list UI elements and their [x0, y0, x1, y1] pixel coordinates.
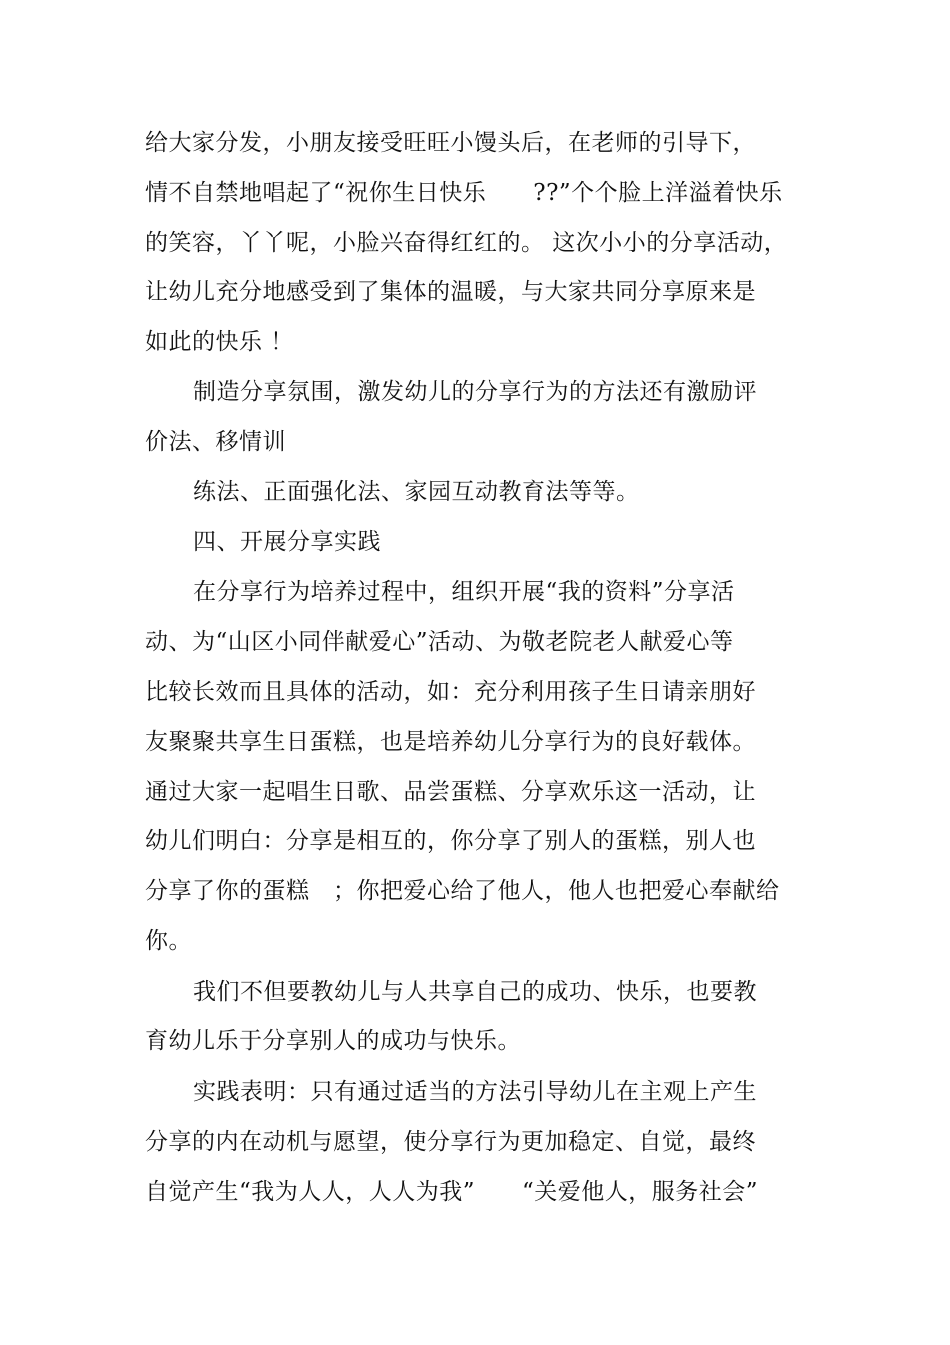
paragraph-start-line: 在分享行为培养过程中，组织开展“我的资料”分享活 — [193, 579, 735, 605]
text-line-5: 如此的快乐 ！ — [145, 329, 294, 355]
text-line-22: 自觉产生“我为人人，人人为我” “关爱他人，服务社会” — [145, 1179, 759, 1205]
text-line-1: 给大家分发，小朋友接受旺旺小馒头后，在老师的引导下， — [145, 130, 756, 156]
paragraph-start-line: 我们不但要教幼儿与人共享自己的成功、快乐，也要教 — [193, 979, 757, 1005]
paragraph-start-line: 制造分享氛围，激发幼儿的分享行为的方法还有激励评 — [193, 379, 757, 405]
text-line-17: 你。 — [145, 928, 192, 954]
text-line-7: 价法、移情训 — [145, 429, 286, 455]
text-line-21: 分享的内在动机与愿望，使分享行为更加稳定、自觉，最终 — [145, 1129, 756, 1155]
text-line-14: 通过大家一起唱生日歌、品尝蛋糕、分享欢乐这一活动，让 — [145, 779, 756, 805]
text-line-11: 动、为“山区小同伴献爱心”活动、为敬老院老人献爱心等 — [145, 629, 734, 655]
text-line-15: 幼儿们明白：分享是相互的，你分享了别人的蛋糕，别人也 — [145, 828, 756, 854]
text-line-4: 让幼儿充分地感受到了集体的温暖，与大家共同分享原来是 — [145, 279, 756, 305]
text-line-8: 练法、正面强化法、家园互动教育法等等。 — [193, 479, 640, 505]
text-line-19: 育幼儿乐于分享别人的成功与快乐。 — [145, 1028, 521, 1054]
text-line-13: 友聚聚共享生日蛋糕，也是培养幼儿分享行为的良好载体。 — [145, 729, 756, 755]
text-line-16: 分享了你的蛋糕 ；你把爱心给了他人，他人也把爱心奉献给 — [145, 878, 780, 904]
text-line-2: 情不自禁地唱起了“祝你生日快乐 ??”个个脸上洋溢着快乐 — [145, 180, 783, 206]
paragraph-start-line: 实践表明：只有通过适当的方法引导幼儿在主观上产生 — [193, 1079, 757, 1105]
text-line-12: 比较长效而且具体的活动，如：充分利用孩子生日请亲朋好 — [145, 679, 756, 705]
section-heading: 四、开展分享实践 — [193, 529, 381, 555]
text-line-3: 的笑容，丫丫呢，小脸兴奋得红红的。 这次小小的分享活动， — [145, 230, 788, 256]
